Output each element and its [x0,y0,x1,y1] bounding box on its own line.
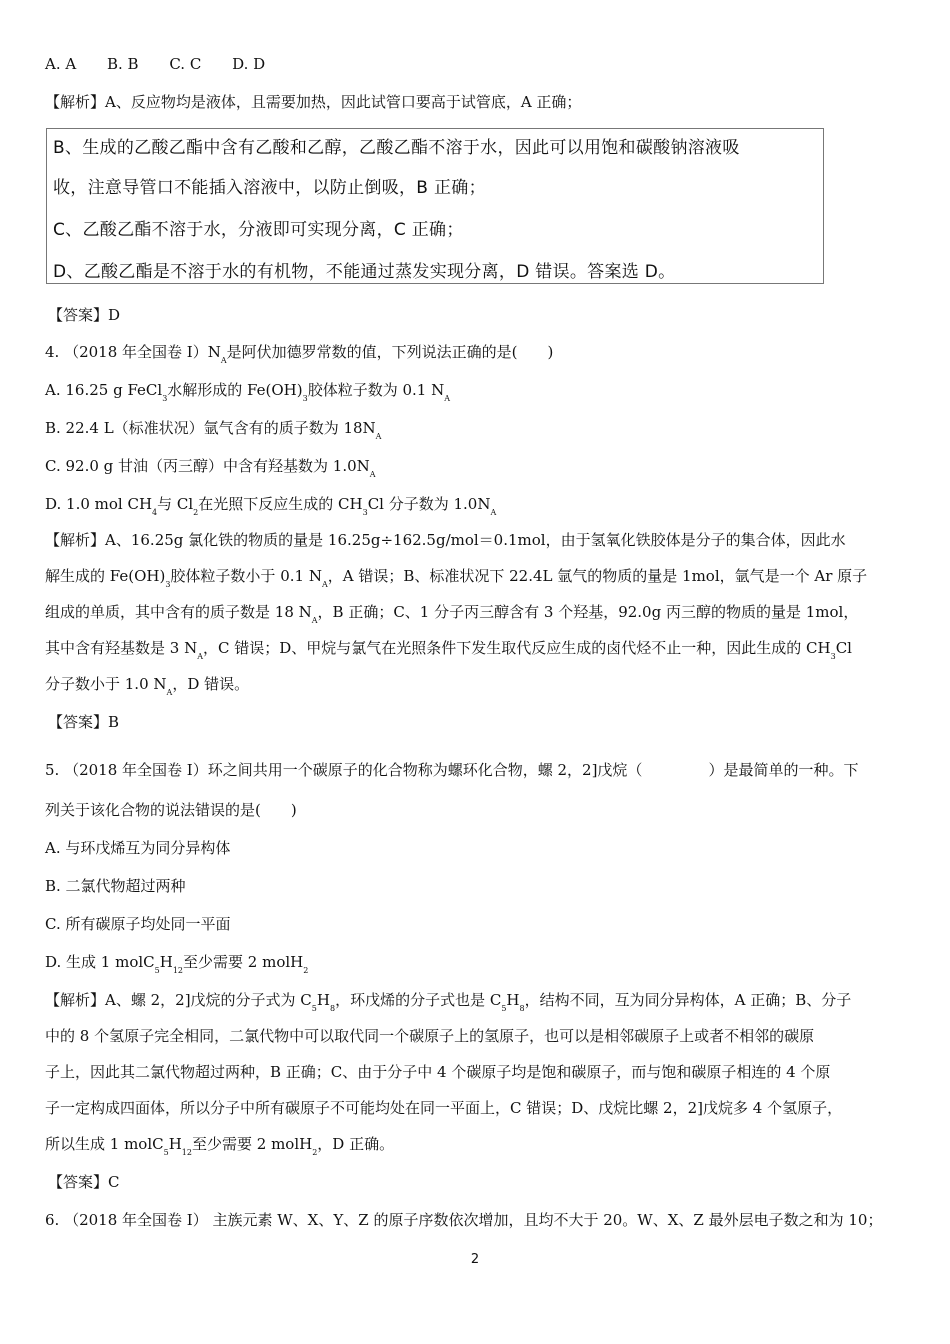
q5-option-c: C. 所有碳原子均处同一平面 [45,915,231,933]
q4-option-c: C. 92.0 g 甘油（丙三醇）中含有羟基数为 $1.0N_A$ [45,457,376,479]
q4-analysis-line-2: 解生成的 $Fe(OH)_3$胶体粒子数小于 0.1 $N_A$，A 错误；B、标准状况下 22.4L 氩气的物质的量是 1mol，氩气是一个 Ar 原子 [45,567,868,589]
q3-analysis-a: 【解析】A、反应物均是液体，且需要加热，因此试管口要高于试管底，A 正确； [45,93,582,111]
q5-option-a: A. 与环戊烯互为同分异构体 [45,839,231,857]
box-line-2: 收，注意导管口不能插入溶液中，以防止倒吸，B 正确； [53,178,486,198]
choice-a: A. A [45,55,77,73]
q5-analysis-line-4: 子一定构成四面体，所以分子中所有碳原子不可能均处在同一平面上，C 错误；D、戊烷比螺 2，2]戊烷多 4 个氢原子， [45,1099,843,1117]
q5-option-d: D. 生成 1 $molC_5H_{12}$至少需要 2 molH$_2$ [45,953,309,975]
box-line-1: B、生成的乙酸乙酯中含有乙酸和乙醇，乙酸乙酯不溶于水，因此可以用饱和碳酸钠溶液吸 [53,138,740,158]
answer-choices-row [45,54,910,74]
q5-analysis-line-5: 所以生成 1 $molC_5H_{12}$至少需要 2 molH$_2$，D 正确。 [45,1135,395,1157]
q5-analysis-line-1: 【解析】A、螺 2，2]戊烷的分子式为 $C_5H_8$，环戊烯的分子式也是 $C_5H_8$，结构不同，互为同分异构体，A 正确；B、分子 [45,991,852,1013]
q4-analysis-line-1: 【解析】A、16.25g 氯化铁的物质的量是 16.25g÷162.5g/mol＝0.1mol，由于氢氧化铁胶体是分子的集合体，因此水 [45,531,846,549]
q4-stem: 4. （2018 年全国卷 $I)N_A$是阿伏加德罗常数的值，下列说法正确的是( ) [45,343,554,365]
q5-option-b: B. 二氯代物超过两种 [45,877,186,895]
box-line-3: C、乙酸乙酯不溶于水，分液即可实现分离，C 正确； [53,220,464,240]
q5-stem-line-1: 5. （2018 年全国卷 I）环之间共用一个碳原子的化合物称为螺环化合物，螺 2，2]戊烷（ ）是最简单的一种。下 [45,761,859,779]
q3-analysis-box [46,128,824,284]
q6-stem: 6. （2018 年全国卷 I） 主族元素 W、X、Y、Z 的原子序数依次增加，且均不大于 20。W、X、Z 最外层电子数之和为 10； [45,1211,883,1229]
q4-option-b: B. 22.4 L（标准状况）氩气含有的质子数为 $18N_A$ [45,419,382,441]
q5-analysis-line-3: 子上，因此其二氯代物超过两种，B 正确；C、由于分子中 4 个碳原子均是饱和碳原子，而与饱和碳原子相连的 4 个原 [45,1063,831,1081]
choice-b: B. B [106,55,139,73]
box-line-4: D、乙酸乙酯是不溶于水的有机物，不能通过蒸发实现分离，D 错误。答案选 D。 [53,262,676,282]
q4-option-d: D. 1.0 mol $CH_4$与 $Cl_2$在光照下反应生成的 $CH_3Cl$ 分子数为 $1.0N_A$ [45,495,497,517]
choice-c: C. C [169,55,202,73]
page-number: 2 [470,1252,480,1267]
q4-analysis-line-5: 分子数小于 1.0 $N_A$，D 错误。 [45,675,250,697]
q4-answer: 【答案】B [48,713,120,731]
q4-analysis-line-4: 其中含有羟基数是 3 $N_A$，C 错误；D、甲烷与氯气在光照条件下发生取代反应生成的卤代烃不止一种，因此生成的 $CH_3Cl$ [45,639,852,661]
q4-analysis-line-3: 组成的单质，其中含有的质子数是 18 $N_A$，B 正确；C、1 分子丙三醇含有 3 个羟基，92.0g 丙三醇的物质的量是 1mol， [45,603,859,625]
choice-d: D. D [232,55,266,73]
q4-option-a: A. 16.25 g FeCl$_3$水解形成的 $Fe(OH)_3$胶体粒子数为 0.1 $N_A$ [45,381,451,403]
q5-answer: 【答案】C [48,1173,120,1191]
q5-stem-line-2: 列关于该化合物的说法错误的是( ) [45,801,297,819]
q5-analysis-line-2: 中的 8 个氢原子完全相同，二氯代物中可以取代同一个碳原子上的氢原子，也可以是相邻碳原子上或者不相邻的碳原 [45,1027,815,1045]
q3-answer: 【答案】D [48,306,121,324]
